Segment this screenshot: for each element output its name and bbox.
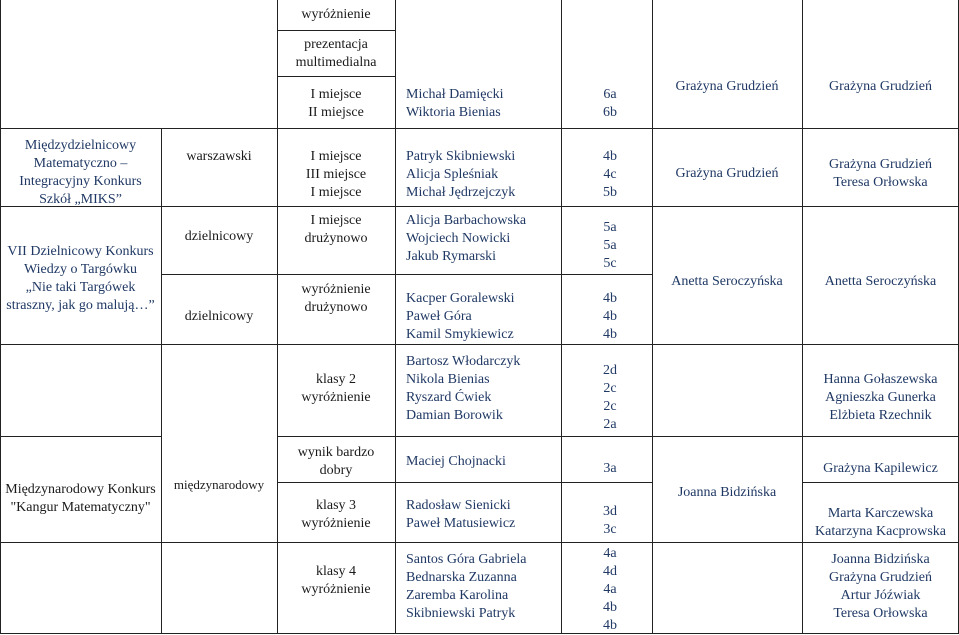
- student: Radosław Sienicki: [406, 498, 511, 513]
- student: Kamil Smykiewicz: [406, 327, 514, 342]
- teacher: Joanna Bidzińska: [831, 552, 930, 567]
- class: 3d: [603, 504, 617, 519]
- class: 4a: [603, 546, 617, 561]
- teachers-klasy3: [802, 505, 959, 541]
- contest-line: Integracyjny Konkurs: [19, 174, 142, 189]
- contest-targowek: [0, 243, 161, 315]
- row-divider-presentation: [277, 76, 395, 77]
- col-divider-4: [561, 0, 562, 634]
- contest-line: straszny, jak go malują…”: [6, 298, 155, 313]
- student: Bednarska Zuzanna: [406, 570, 517, 585]
- teachers-klasy2: [802, 371, 959, 425]
- award-presentation-line1: prezentacja: [304, 37, 368, 52]
- student: Alicja Barbachowska: [406, 213, 527, 228]
- class: 5a: [603, 220, 617, 235]
- student: Skibniewski Patryk: [406, 606, 516, 621]
- header-classes: [595, 86, 625, 122]
- classes-targowek-2: [595, 290, 625, 344]
- col-divider-1: [161, 128, 162, 634]
- contest-line: Matematyczno –: [33, 156, 128, 171]
- contest-line: Szkół „MIKS”: [39, 192, 122, 207]
- teacher: Teresa Orłowska: [833, 606, 928, 621]
- student: Wiktoria Bienias: [406, 105, 501, 120]
- award-top: wyróżnienie: [301, 7, 371, 22]
- class-bardzo: 3a: [603, 461, 617, 476]
- row-divider-klasy2: [277, 436, 959, 437]
- header-teacher-col1: Grażyna Grudzień: [675, 79, 779, 94]
- award-line: klasy 2: [315, 372, 357, 387]
- student: Kacper Goralewski: [406, 291, 515, 306]
- classes-klasy4: [595, 545, 625, 635]
- students-klasy4: [406, 551, 527, 623]
- place: II miejsce: [308, 105, 364, 120]
- class: 4b: [603, 149, 617, 164]
- award-line: wyróżnienie: [301, 582, 371, 597]
- contest-line: VII Dzielnicowy Konkurs: [7, 244, 154, 259]
- places-miks: [277, 148, 395, 202]
- student: Paweł Góra: [406, 309, 472, 324]
- place: I miejsce: [310, 149, 362, 164]
- student: Jakub Rymarski: [406, 249, 497, 264]
- header-places: [277, 86, 395, 122]
- award-line: klasy 4: [315, 564, 357, 579]
- row-divider-targowek-inner-b: [277, 274, 561, 275]
- students-targowek-1: [406, 212, 526, 266]
- level-kangur: międzynarodowy: [173, 477, 265, 492]
- teacher-miks-col1: Grażyna Grudzień: [675, 166, 779, 181]
- level-targowek-2: dzielnicowy: [184, 309, 254, 324]
- teacher-targowek-col1: Anetta Seroczyńska: [671, 274, 783, 289]
- class: 4b: [603, 618, 617, 633]
- award-presentation: [277, 36, 395, 72]
- contest-line: "Kangur Matematyczny": [10, 500, 151, 515]
- class: 4c: [603, 167, 617, 182]
- students-klasy2: [406, 353, 520, 425]
- table-border-left: [0, 0, 1, 634]
- award-presentation-line2: multimedialna: [295, 55, 377, 70]
- row-divider-klasy2-left: [0, 436, 161, 437]
- class: 4b: [603, 309, 617, 324]
- teacher: Marta Karczewska: [827, 506, 934, 521]
- contest-line: Wiedzy o Targówku: [23, 262, 138, 277]
- row-divider-bardzo: [277, 482, 652, 483]
- award-bardzo: [277, 444, 395, 480]
- class: 2c: [603, 399, 617, 414]
- student: Nikola Bienias: [406, 372, 490, 387]
- place: I miejsce: [310, 185, 362, 200]
- teacher-targowek-col2: Anetta Seroczyńska: [824, 274, 937, 289]
- award-line: drużynowo: [304, 231, 368, 246]
- teacher: Teresa Orłowska: [833, 175, 928, 190]
- teacher: Elżbieta Rzechnik: [829, 408, 932, 423]
- students-targowek-2: [406, 290, 514, 344]
- teacher-kangur-col1: Joanna Bidzińska: [677, 485, 777, 500]
- row-divider-bardzo-right: [802, 482, 959, 483]
- class: 2a: [603, 417, 617, 432]
- student: Wojciech Nowicki: [406, 231, 511, 246]
- teacher: Hanna Gołaszewska: [823, 372, 938, 387]
- award-line: wyróżnienie: [301, 516, 371, 531]
- award-targowek-1: [277, 212, 395, 248]
- student: Michał Damięcki: [406, 87, 504, 102]
- class: 5c: [603, 256, 617, 271]
- contest-kangur: [0, 481, 161, 517]
- award-line: klasy 3: [315, 498, 357, 513]
- header-students: [406, 86, 504, 122]
- level-miks: warszawski: [186, 149, 252, 164]
- teacher: Agnieszka Gunerka: [825, 390, 936, 405]
- award-klasy3: [277, 497, 395, 533]
- row-divider-klasy3: [0, 542, 959, 543]
- teacher: Grażyna Grudzień: [828, 157, 932, 172]
- class: 4a: [603, 582, 617, 597]
- class: 4b: [603, 327, 617, 342]
- class: 5a: [603, 238, 617, 253]
- class: 5b: [603, 185, 617, 200]
- classes-miks: [595, 148, 625, 202]
- student: Bartosz Włodarczyk: [406, 354, 521, 369]
- award-line: wyróżnienie: [301, 282, 371, 297]
- award-line: wyróżnienie: [301, 390, 371, 405]
- student: Paweł Matusiewicz: [406, 516, 516, 531]
- student: Alicja Spleśniak: [406, 167, 499, 182]
- teacher-bardzo: Grażyna Kapilewicz: [823, 461, 938, 476]
- class: 2d: [603, 363, 617, 378]
- award-line: dobry: [319, 463, 353, 478]
- level-targowek-1: dzielnicowy: [184, 229, 254, 244]
- award-line: drużynowo: [304, 300, 368, 315]
- award-line: I miejsce: [310, 213, 362, 228]
- students-klasy3: [406, 497, 515, 533]
- teacher: Artur Jóźwiak: [840, 588, 921, 603]
- contest-miks: [0, 137, 161, 209]
- class: 4d: [603, 564, 617, 579]
- student: Santos Góra Gabriela: [406, 552, 527, 567]
- contest-line: „Nie taki Targówek: [25, 280, 136, 295]
- student: Damian Borowik: [406, 408, 503, 423]
- student-bardzo: Maciej Chojnacki: [406, 454, 506, 469]
- class: 2c: [603, 381, 617, 396]
- row-divider-targowek-inner-c: [561, 274, 652, 275]
- award-klasy2: [277, 371, 395, 407]
- class: 6a: [603, 87, 617, 102]
- teacher: Grażyna Grudzień: [828, 570, 932, 585]
- class: 4b: [603, 291, 617, 306]
- class: 6b: [603, 105, 617, 120]
- award-line: wynik bardzo: [297, 445, 375, 460]
- place: III miejsce: [305, 167, 367, 182]
- col-divider-3: [395, 0, 396, 634]
- classes-klasy3: [595, 503, 625, 539]
- classes-klasy2: [595, 362, 625, 434]
- student: Patryk Skibniewski: [406, 149, 516, 164]
- place: I miejsce: [310, 87, 362, 102]
- contest-line: Międzynarodowy Konkurs: [5, 482, 156, 497]
- class: 3c: [603, 522, 617, 537]
- row-divider-targowek-inner-a: [161, 274, 277, 275]
- student: Michał Jędrzejczyk: [406, 185, 516, 200]
- classes-targowek-1: [595, 219, 625, 273]
- class: 4b: [603, 600, 617, 615]
- award-targowek-2: [277, 281, 395, 317]
- teacher-miks-col2: [802, 156, 959, 192]
- header-teacher-col2: Grażyna Grudzień: [828, 79, 932, 94]
- teacher: Katarzyna Kacprowska: [815, 524, 946, 539]
- row-divider-top-award: [277, 30, 395, 31]
- student: Ryszard Ćwiek: [406, 390, 492, 405]
- students-miks: [406, 148, 515, 202]
- contest-line: Międzydzielnicowy: [24, 138, 137, 153]
- student: Zaremba Karolina: [406, 588, 509, 603]
- award-klasy4: [277, 563, 395, 599]
- row-divider-targowek: [0, 344, 959, 345]
- teachers-klasy4: [802, 551, 959, 623]
- row-divider-header: [0, 128, 959, 129]
